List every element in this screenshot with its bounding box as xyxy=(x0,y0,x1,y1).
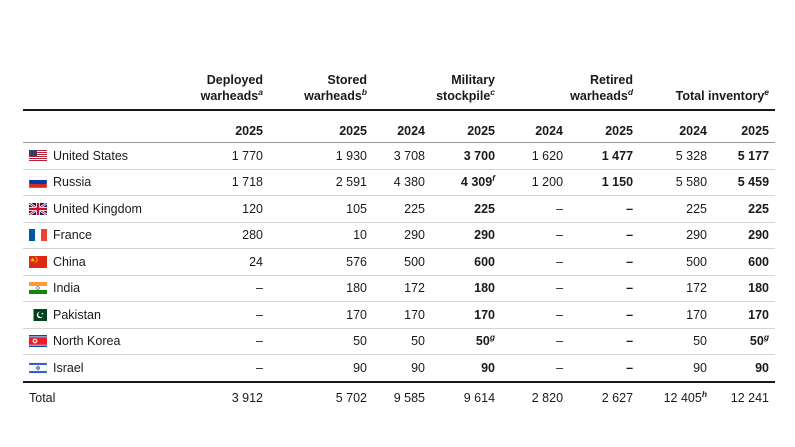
cell-value: 170 xyxy=(474,307,496,322)
cell-value: 600 xyxy=(748,254,770,269)
total-2024-cell xyxy=(639,328,713,355)
israel-flag-icon xyxy=(29,362,47,374)
total-2025-cell xyxy=(713,143,775,170)
cell-value: 225 xyxy=(686,201,708,216)
us-flag-icon xyxy=(29,150,47,162)
deployed-cell: – xyxy=(163,302,269,329)
total-2024-cell xyxy=(639,222,713,249)
country-name: North Korea xyxy=(53,334,121,349)
year-header: 2024 xyxy=(535,124,564,138)
total-inventory-2025-cell: 12 241 xyxy=(730,390,770,405)
total-2025-cell xyxy=(713,196,775,223)
retired-warheads-header xyxy=(501,58,639,110)
country-name: United States xyxy=(53,148,129,163)
military-2025-cell xyxy=(431,143,501,170)
year-header: 2025 xyxy=(467,124,496,138)
deployed-cell: 1 718 xyxy=(163,169,269,196)
military-2024-cell: 3 708 xyxy=(373,143,431,170)
total-2025-cell xyxy=(713,328,775,355)
footnote-marker: c xyxy=(490,86,496,97)
stored-cell: 576 xyxy=(269,249,373,276)
footnote-marker: a xyxy=(258,86,263,97)
north-korea-flag-icon xyxy=(29,335,47,347)
stored-cell: 180 xyxy=(269,275,373,302)
footnote-marker: e xyxy=(764,86,770,97)
deployed-cell: 1 770 xyxy=(163,143,269,170)
stored-cell: 90 xyxy=(269,355,373,382)
retired-2025-cell: – xyxy=(569,302,639,329)
year-header-blank xyxy=(23,110,163,143)
retired-2025-cell: – xyxy=(569,222,639,249)
country-name: Israel xyxy=(53,360,84,375)
total-2024-cell xyxy=(639,275,713,302)
header-text: warheads xyxy=(570,89,628,103)
retired-2024-cell: – xyxy=(501,275,569,302)
header-text: warheads xyxy=(304,89,362,103)
pakistan-flag-icon xyxy=(29,309,47,321)
retired-2024-cell: – xyxy=(501,302,569,329)
footnote-marker: g xyxy=(763,332,770,343)
country-cell xyxy=(23,196,163,223)
cell-value: 4 309 xyxy=(460,175,493,190)
year-header: 2025 xyxy=(741,124,770,138)
cell-value: 290 xyxy=(474,228,496,243)
retired-2024-cell: – xyxy=(501,355,569,382)
total-row xyxy=(23,382,775,413)
deployed-warheads-header xyxy=(163,58,269,110)
header-text: Retired xyxy=(589,73,634,87)
cell-value: 290 xyxy=(686,228,708,243)
country-name: Russia xyxy=(53,175,92,190)
header-text: Total inventory xyxy=(675,89,765,103)
table-row xyxy=(23,196,775,223)
russia-flag-icon xyxy=(29,176,47,188)
total-stored-cell: 5 702 xyxy=(335,390,367,405)
cell-value: 180 xyxy=(474,281,496,296)
cell-value: 170 xyxy=(748,307,770,322)
stored-cell: 50 xyxy=(269,328,373,355)
cell-value: 180 xyxy=(748,281,770,296)
retired-2024-cell: – xyxy=(501,196,569,223)
france-flag-icon xyxy=(29,229,47,241)
china-flag-icon xyxy=(29,256,47,268)
total-military-2024-cell: 9 585 xyxy=(393,390,425,405)
cell-value: 600 xyxy=(474,254,496,269)
cell-value: 5 459 xyxy=(737,175,770,190)
total-2024-cell xyxy=(639,169,713,196)
header-text: Deployed xyxy=(206,73,263,87)
total-2024-cell xyxy=(639,249,713,276)
military-2024-cell: 50 xyxy=(373,328,431,355)
total-2024-cell xyxy=(639,302,713,329)
india-flag-icon xyxy=(29,282,47,294)
total-2024-cell xyxy=(639,143,713,170)
year-header: 2025 xyxy=(235,124,263,138)
column-group-header-row xyxy=(23,58,775,110)
country-cell xyxy=(23,355,163,382)
retired-2024-cell: 1 200 xyxy=(501,169,569,196)
total-2024-cell xyxy=(639,196,713,223)
cell-value: 225 xyxy=(748,201,770,216)
stored-cell: 10 xyxy=(269,222,373,249)
country-name: China xyxy=(53,254,86,269)
cell-value: 290 xyxy=(748,228,770,243)
cell-value: 172 xyxy=(686,281,708,296)
cell-value: 90 xyxy=(481,360,496,375)
country-cell xyxy=(23,275,163,302)
country-cell xyxy=(23,249,163,276)
country-cell xyxy=(23,222,163,249)
cell-value: 90 xyxy=(693,360,708,375)
total-retired-2024-cell: 2 820 xyxy=(531,390,564,405)
military-2025-cell xyxy=(431,222,501,249)
country-cell xyxy=(23,143,163,170)
cell-value: 90 xyxy=(755,360,770,375)
footnote-marker: f xyxy=(492,173,496,184)
header-text: Stored xyxy=(327,73,367,87)
military-2024-cell: 170 xyxy=(373,302,431,329)
table-row xyxy=(23,169,775,196)
uk-flag-icon xyxy=(29,203,47,215)
country-name: United Kingdom xyxy=(53,201,142,216)
retired-2024-cell: 1 620 xyxy=(501,143,569,170)
total-label: Total xyxy=(29,390,56,405)
year-header: 2024 xyxy=(679,124,708,138)
military-2025-cell xyxy=(431,169,501,196)
military-2024-cell: 172 xyxy=(373,275,431,302)
total-2024-cell xyxy=(639,355,713,382)
military-2025-cell xyxy=(431,275,501,302)
cell-value: 5 177 xyxy=(737,148,770,163)
country-name: France xyxy=(53,228,92,243)
military-2024-cell: 290 xyxy=(373,222,431,249)
military-2025-cell xyxy=(431,249,501,276)
cell-value: 500 xyxy=(686,254,708,269)
country-cell xyxy=(23,302,163,329)
deployed-cell: – xyxy=(163,275,269,302)
year-header: 2025 xyxy=(605,124,634,138)
table-row xyxy=(23,355,775,382)
stored-warheads-header xyxy=(269,58,373,110)
retired-2025-cell: – xyxy=(569,328,639,355)
retired-2024-cell: – xyxy=(501,249,569,276)
cell-value: 50 xyxy=(749,334,764,349)
total-2025-cell xyxy=(713,275,775,302)
total-2025-cell xyxy=(713,169,775,196)
cell-value: 12 405 xyxy=(663,390,702,405)
military-2024-cell: 90 xyxy=(373,355,431,382)
cell-value: 225 xyxy=(474,201,496,216)
stored-cell: 105 xyxy=(269,196,373,223)
cell-value: 50 xyxy=(693,334,708,349)
deployed-cell: – xyxy=(163,328,269,355)
military-2025-cell xyxy=(431,196,501,223)
retired-2025-cell: – xyxy=(569,355,639,382)
deployed-cell: – xyxy=(163,355,269,382)
retired-2025-cell: – xyxy=(569,249,639,276)
total-deployed-cell: 3 912 xyxy=(231,390,263,405)
stored-cell: 1 930 xyxy=(269,143,373,170)
table-row xyxy=(23,222,775,249)
table-row xyxy=(23,302,775,329)
year-header: 2025 xyxy=(339,124,367,138)
military-2024-cell: 4 380 xyxy=(373,169,431,196)
cell-value: 3 700 xyxy=(463,148,496,163)
nuclear-inventory-table xyxy=(23,58,775,413)
total-inventory-header xyxy=(639,58,775,110)
table-row xyxy=(23,275,775,302)
military-2025-cell xyxy=(431,328,501,355)
country-cell xyxy=(23,328,163,355)
total-military-2025-cell: 9 614 xyxy=(463,390,496,405)
deployed-cell: 24 xyxy=(163,249,269,276)
header-text: stockpile xyxy=(436,89,491,103)
stored-cell: 170 xyxy=(269,302,373,329)
stored-cell: 2 591 xyxy=(269,169,373,196)
table-row xyxy=(23,249,775,276)
military-stockpile-header xyxy=(373,58,501,110)
year-header-row xyxy=(23,110,775,143)
retired-2025-cell: – xyxy=(569,275,639,302)
total-inventory-2024-cell xyxy=(639,382,713,413)
footnote-marker: h xyxy=(701,388,708,399)
country-name: India xyxy=(53,281,81,296)
cell-value: 5 328 xyxy=(675,148,708,163)
military-2025-cell xyxy=(431,355,501,382)
footnote-marker: b xyxy=(361,86,367,97)
country-name: Pakistan xyxy=(53,307,101,322)
header-text: Military xyxy=(451,73,496,87)
cell-value: 5 580 xyxy=(675,175,708,190)
deployed-cell: 280 xyxy=(163,222,269,249)
total-retired-2025-cell: 2 627 xyxy=(601,390,634,405)
total-2025-cell xyxy=(713,249,775,276)
nuclear-inventory-table-container xyxy=(23,58,775,413)
total-2025-cell xyxy=(713,355,775,382)
military-2025-cell xyxy=(431,302,501,329)
year-header: 2024 xyxy=(397,124,425,138)
table-row xyxy=(23,328,775,355)
deployed-cell: 120 xyxy=(163,196,269,223)
table-row xyxy=(23,143,775,170)
total-2025-cell xyxy=(713,222,775,249)
military-2024-cell: 225 xyxy=(373,196,431,223)
total-2025-cell xyxy=(713,302,775,329)
retired-2025-cell: 1 477 xyxy=(569,143,639,170)
retired-2025-cell: – xyxy=(569,196,639,223)
retired-2024-cell: – xyxy=(501,222,569,249)
footnote-marker: d xyxy=(627,86,634,97)
retired-2024-cell: – xyxy=(501,328,569,355)
header-text: warheads xyxy=(200,89,259,103)
military-2024-cell: 500 xyxy=(373,249,431,276)
cell-value: 170 xyxy=(686,307,708,322)
country-cell xyxy=(23,169,163,196)
retired-2025-cell: 1 150 xyxy=(569,169,639,196)
cell-value: 50 xyxy=(475,334,490,349)
footnote-marker: g xyxy=(489,332,496,343)
country-header xyxy=(23,58,163,110)
